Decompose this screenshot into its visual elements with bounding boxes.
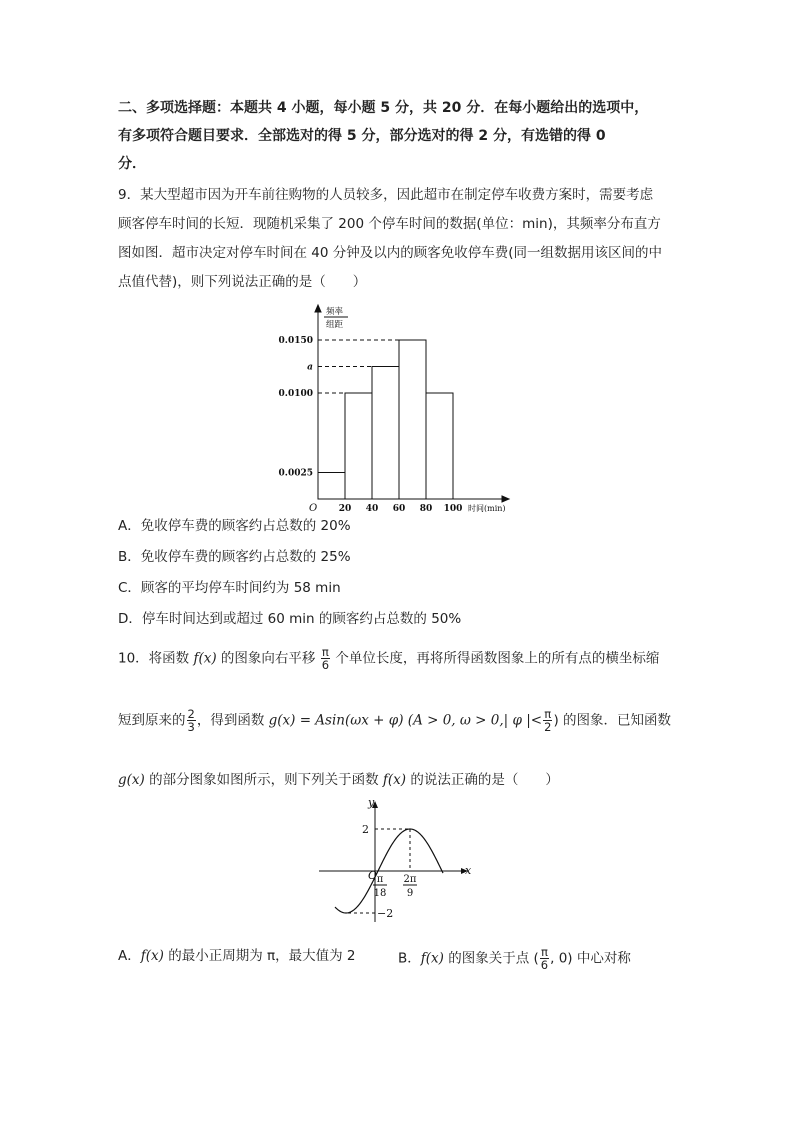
q10-gx: g(x) — [118, 772, 145, 788]
q10-intro-a: 10．将函数 — [118, 650, 194, 667]
histogram-bar — [372, 367, 399, 500]
q10-line2-b: ，得到函数 — [196, 712, 269, 729]
histogram-bar — [318, 473, 345, 500]
optb-den: 6 — [540, 958, 549, 972]
origin-label: O — [309, 503, 318, 512]
q10-shift-fraction — [321, 646, 330, 671]
y-tick-label: −2 — [377, 907, 394, 920]
q10-opt-b-fx: f(x) — [420, 950, 444, 967]
q10-line1 — [118, 646, 659, 671]
q10-line2-d: ) 的图象．已知函数 — [553, 712, 671, 729]
q9-line1: 9．某大型超市因为开车前往购物的人员较多，因此超市在制定停车收费方案时，需要考虑 — [118, 187, 654, 203]
y-tick-label: 0.0150 — [278, 336, 313, 346]
q9-line2: 顾客停车时间的长短．现随机采集了 200 个停车时间的数据(单位：min)，其频率分布直方 — [118, 216, 661, 232]
q10-fx: f(x) — [193, 650, 217, 667]
q9-option-b[interactable]: B．免收停车费的顾客约占总数的 25% — [118, 549, 351, 565]
section-header-line1: 二、多项选择题：本题共 4 小题，每小题 5 分，共 20 分．在每小题给出的选项中， — [118, 100, 649, 116]
histogram-bar — [399, 340, 426, 499]
x-tick-numerator: 2π — [403, 874, 417, 885]
q9-option-a[interactable]: A．免收停车费的顾客约占总数的 20% — [118, 518, 351, 534]
q10-line2-c: (A > 0, ω > 0,| φ |< — [407, 712, 543, 729]
histogram-chart — [270, 300, 530, 512]
q10-intro-b: 的图象向右平移 — [216, 650, 320, 667]
shift-den: 6 — [321, 658, 330, 672]
y-tick-label: 0.0100 — [278, 389, 313, 399]
q9-line3: 图如图．超市决定对停车时间在 40 分钟及以内的顾客免收停车费(同一组数据用该区间的中 — [118, 245, 663, 261]
x-tick-label: 80 — [419, 504, 433, 512]
x-tick-numerator: π — [376, 874, 384, 885]
q10-opt-a-label: A． — [118, 948, 141, 964]
x-tick-label: 60 — [392, 504, 406, 512]
shift-num: π — [321, 645, 329, 659]
q9-option-c[interactable]: C．顾客的平均停车时间约为 58 min — [118, 580, 341, 596]
q10-frac-two-thirds — [187, 708, 196, 733]
q10-fx-2: f(x) — [382, 772, 407, 788]
x-tick-denominator: 18 — [373, 888, 387, 899]
q10-line2 — [118, 708, 671, 733]
sine-graph — [315, 796, 485, 928]
y-tick-label: a — [307, 362, 313, 373]
origin-label: O — [368, 869, 378, 882]
frac-pi2-den: 2 — [544, 720, 552, 734]
q10-opt-b-fraction — [540, 946, 549, 971]
q10-opt-b-label: B． — [398, 950, 421, 967]
q10-line3 — [118, 770, 559, 790]
y-axis-arrow — [315, 305, 321, 312]
x-tick-label: 40 — [365, 504, 379, 512]
x-axis-label: x — [465, 864, 472, 877]
frac-pi2-num: π — [544, 707, 552, 721]
x-axis-label: 时间(min) — [468, 504, 506, 512]
y-axis-label: y — [368, 796, 375, 809]
y-label-top: 频率 — [326, 307, 344, 317]
x-tick-denominator: 9 — [406, 888, 414, 899]
q10-intro-c: 个单位长度，再将所得函数图象上的所有点的横坐标缩 — [331, 650, 660, 667]
q9-option-d[interactable]: D．停车时间达到或超过 60 min 的顾客约占总数的 50% — [118, 611, 462, 627]
q10-line3-c: 的说法正确的是（ ） — [406, 772, 559, 788]
q10-opt-a-text: 的最小正周期为 π，最大值为 2 — [163, 948, 356, 964]
q9-line4: 点值代替)，则下列说法正确的是（ ） — [118, 274, 367, 290]
q10-line3-b: 的部分图象如图所示，则下列关于函数 — [144, 772, 383, 788]
q10-option-a[interactable] — [118, 946, 356, 966]
y-tick-label: 2 — [362, 823, 369, 836]
x-tick-label: 100 — [443, 504, 463, 512]
q10-opt-b-text2: , 0) 中心对称 — [550, 950, 631, 967]
x-tick-label: 20 — [338, 504, 352, 512]
section-header-line3: 分． — [118, 156, 146, 172]
q10-option-b[interactable] — [398, 946, 631, 971]
frac23-num: 2 — [187, 707, 195, 721]
x-axis-arrow — [502, 496, 509, 502]
q10-opt-a-fx: f(x) — [140, 948, 164, 964]
q10-gx-def: g(x) = Asin(ωx + φ) — [268, 712, 404, 729]
histogram-bar — [345, 393, 372, 499]
frac23-den: 3 — [187, 720, 195, 734]
histogram-bar — [426, 393, 453, 499]
q10-line2-a: 短到原来的 — [118, 712, 186, 729]
section-header-line2: 有多项符合题目要求．全部选对的得 5 分，部分选对的得 2 分，有选错的得 0 — [118, 128, 606, 144]
y-label-bottom: 组距 — [326, 320, 344, 330]
y-tick-label: 0.0025 — [278, 468, 313, 479]
optb-num: π — [540, 945, 548, 959]
q10-frac-pi-2 — [543, 708, 552, 733]
q10-opt-b-text: 的图象关于点 ( — [443, 950, 539, 967]
